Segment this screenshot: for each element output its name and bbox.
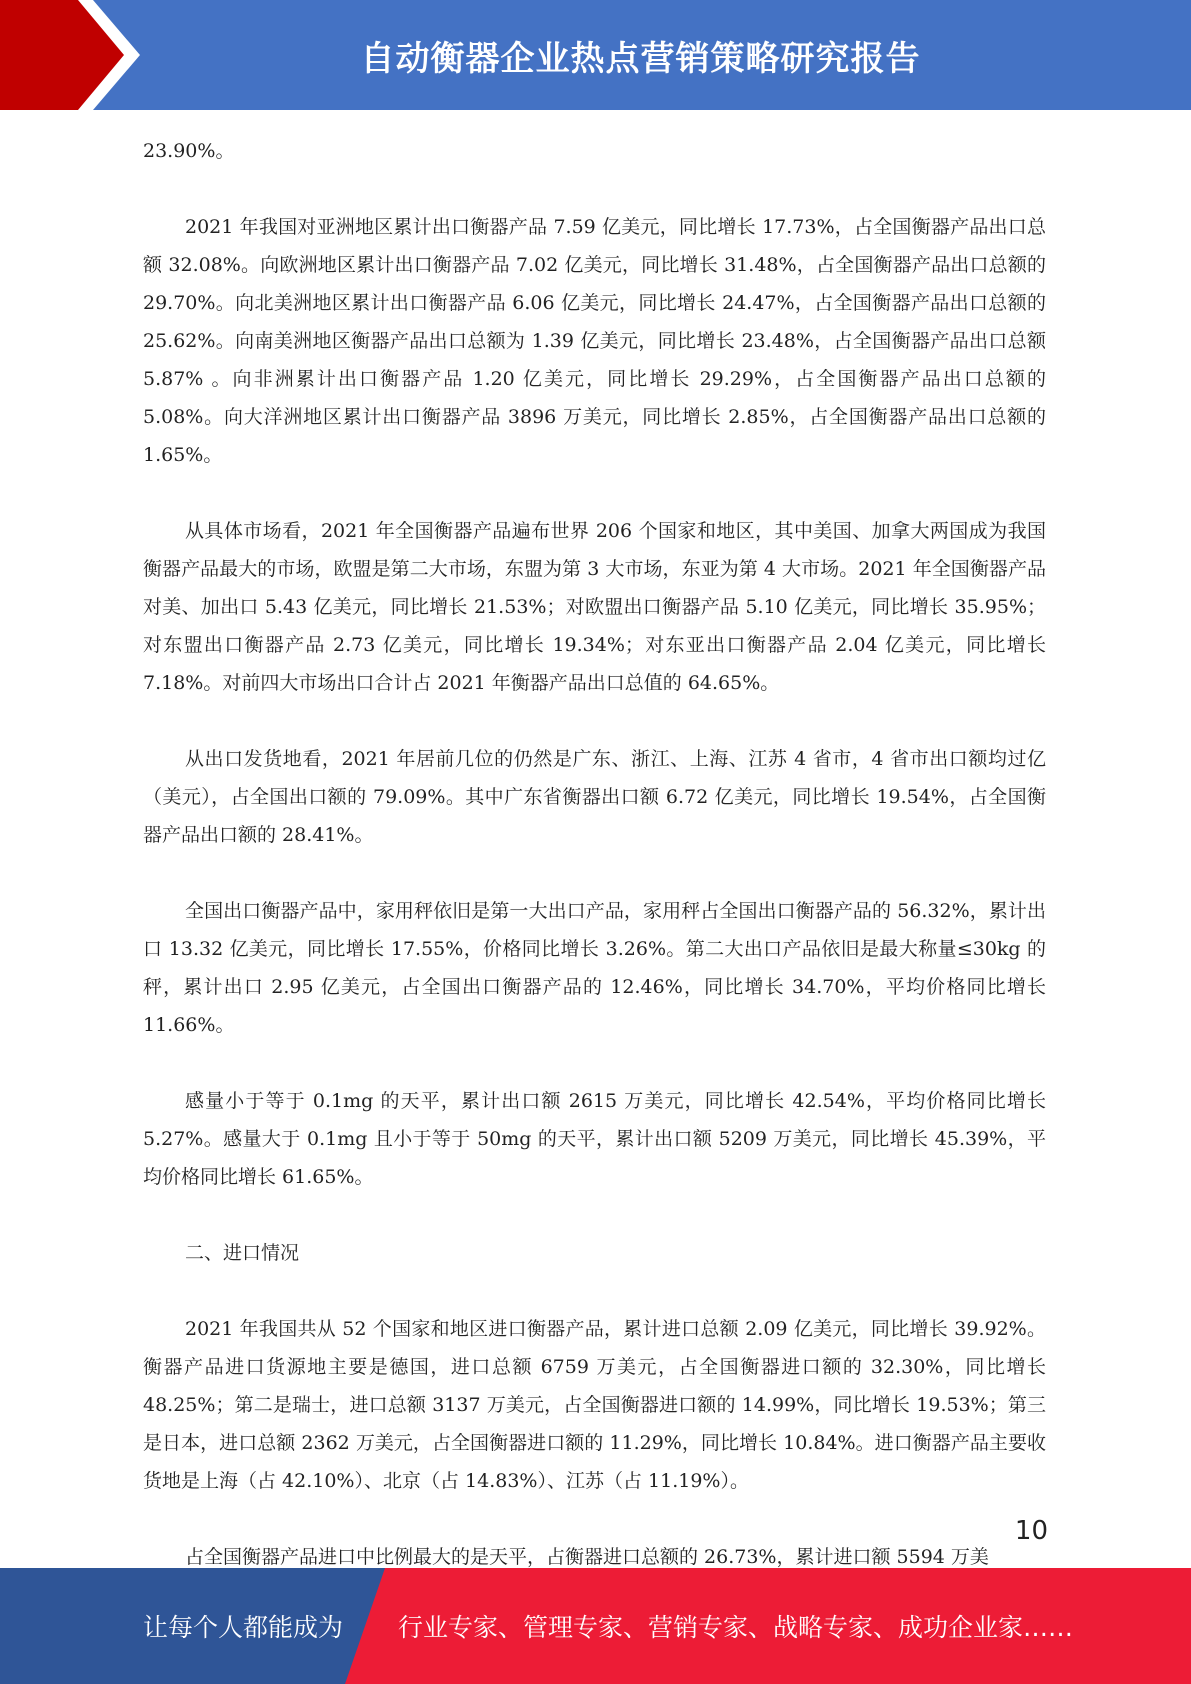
paragraph-continuation: 23.90%。 xyxy=(143,140,235,162)
paragraph-product-exports: 全国出口衡器产品中，家用秤依旧是第一大出口产品，家用秤占全国出口衡器产品的 56.32%，累计出口 13.32 亿美元，同比增长 17.55%，价格同比增长 3.26%。第二大出口产品依旧是最大称量≤30kg 的秤，累计出口 2.95 亿美元，占全国出口衡器产品的 12.46%，同比增长 34.70%，平均价格同比增长 11.66%。 xyxy=(143,900,1046,1036)
section-heading-imports: 二、进口情况 xyxy=(185,1242,300,1264)
paragraph-shipping-origin: 从出口发货地看，2021 年居前几位的仍然是广东、浙江、上海、江苏 4 省市，4 省市出口额均过亿（美元），占全国出口额的 79.09%。其中广东省衡器出口额 6.72 亿美元，同比增长 19.54%，占全国衡器产品出口额的 28.41%。 xyxy=(143,748,1046,846)
paragraph-import-sources: 2021 年我国共从 52 个国家和地区进口衡器产品，累计进口总额 2.09 亿美元，同比增长 39.92%。衡器产品进口货源地主要是德国，进口总额 6759 万美元，占全国衡器进口额的 32.30%，同比增长 48.25%；第二是瑞士，进口总额 3137 万美元，占全国衡器进口额的 14.99%，同比增长 19.53%；第三是日本，进口总额 2362 万美元，占全国衡器进口额的 11.29%，同比增长 10.84%。进口衡器产品主要收货地是上海（占 42.10%）、北京（占 14.83%）、江苏（占 11.19%）。 xyxy=(143,1318,1046,1492)
document-body xyxy=(143,132,1046,1576)
paragraph-market-breakdown: 从具体市场看，2021 年全国衡器产品遍布世界 206 个国家和地区，其中美国、加拿大两国成为我国衡器产品最大的市场，欧盟是第二大市场，东盟为第 3 大市场，东亚为第 4 大市场。2021 年全国衡器产品对美、加出口 5.43 亿美元，同比增长 21.53%；对欧盟出口衡器产品 5.10 亿美元，同比增长 35.95%；对东盟出口衡器产品 2.73 亿美元，同比增长 19.34%；对东亚出口衡器产品 2.04 亿美元，同比增长 7.18%。对前四大市场出口合计占 2021 年衡器产品出口总值的 64.65%。 xyxy=(143,520,1046,694)
page-footer xyxy=(0,1568,1191,1684)
paragraph-regional-exports: 2021 年我国对亚洲地区累计出口衡器产品 7.59 亿美元，同比增长 17.73%，占全国衡器产品出口总额 32.08%。向欧洲地区累计出口衡器产品 7.02 亿美元，同比增长 31.48%，占全国衡器产品出口总额的 29.70%。向北美洲地区累计出口衡器产品 6.06 亿美元，同比增长 24.47%，占全国衡器产品出口总额的 25.62%。向南美洲地区衡器产品出口总额为 1.39 亿美元，同比增长 23.48%，占全国衡器产品出口总额 5.87% 。向非洲累计出口衡器产品 1.20 亿美元，同比增长 29.29%，占全国衡器产品出口总额的 5.08%。向大洋洲地区累计出口衡器产品 3896 万美元，同比增长 2.85%，占全国衡器产品出口总额的 1.65%。 xyxy=(143,216,1046,466)
report-title: 自动衡器企业热点营销策略研究报告 xyxy=(360,38,921,79)
paragraph-import-products: 占全国衡器产品进口中比例最大的是天平，占衡器进口总额的 26.73%，累计进口额 5594 万美 xyxy=(185,1546,989,1568)
page-number: 10 xyxy=(1014,1516,1048,1546)
paragraph-balance-exports: 感量小于等于 0.1mg 的天平，累计出口额 2615 万美元，同比增长 42.54%，平均价格同比增长 5.27%。感量大于 0.1mg 且小于等于 50mg 的天平，累计出口额 5209 万美元，同比增长 45.39%，平均价格同比增长 61.65%。 xyxy=(143,1090,1046,1188)
footer-slogan-right: 行业专家、管理专家、营销专家、战略专家、成功企业家…… xyxy=(398,1613,1074,1642)
page-header xyxy=(0,0,1191,110)
footer-slogan-left: 让每个人都能成为 xyxy=(143,1613,344,1642)
